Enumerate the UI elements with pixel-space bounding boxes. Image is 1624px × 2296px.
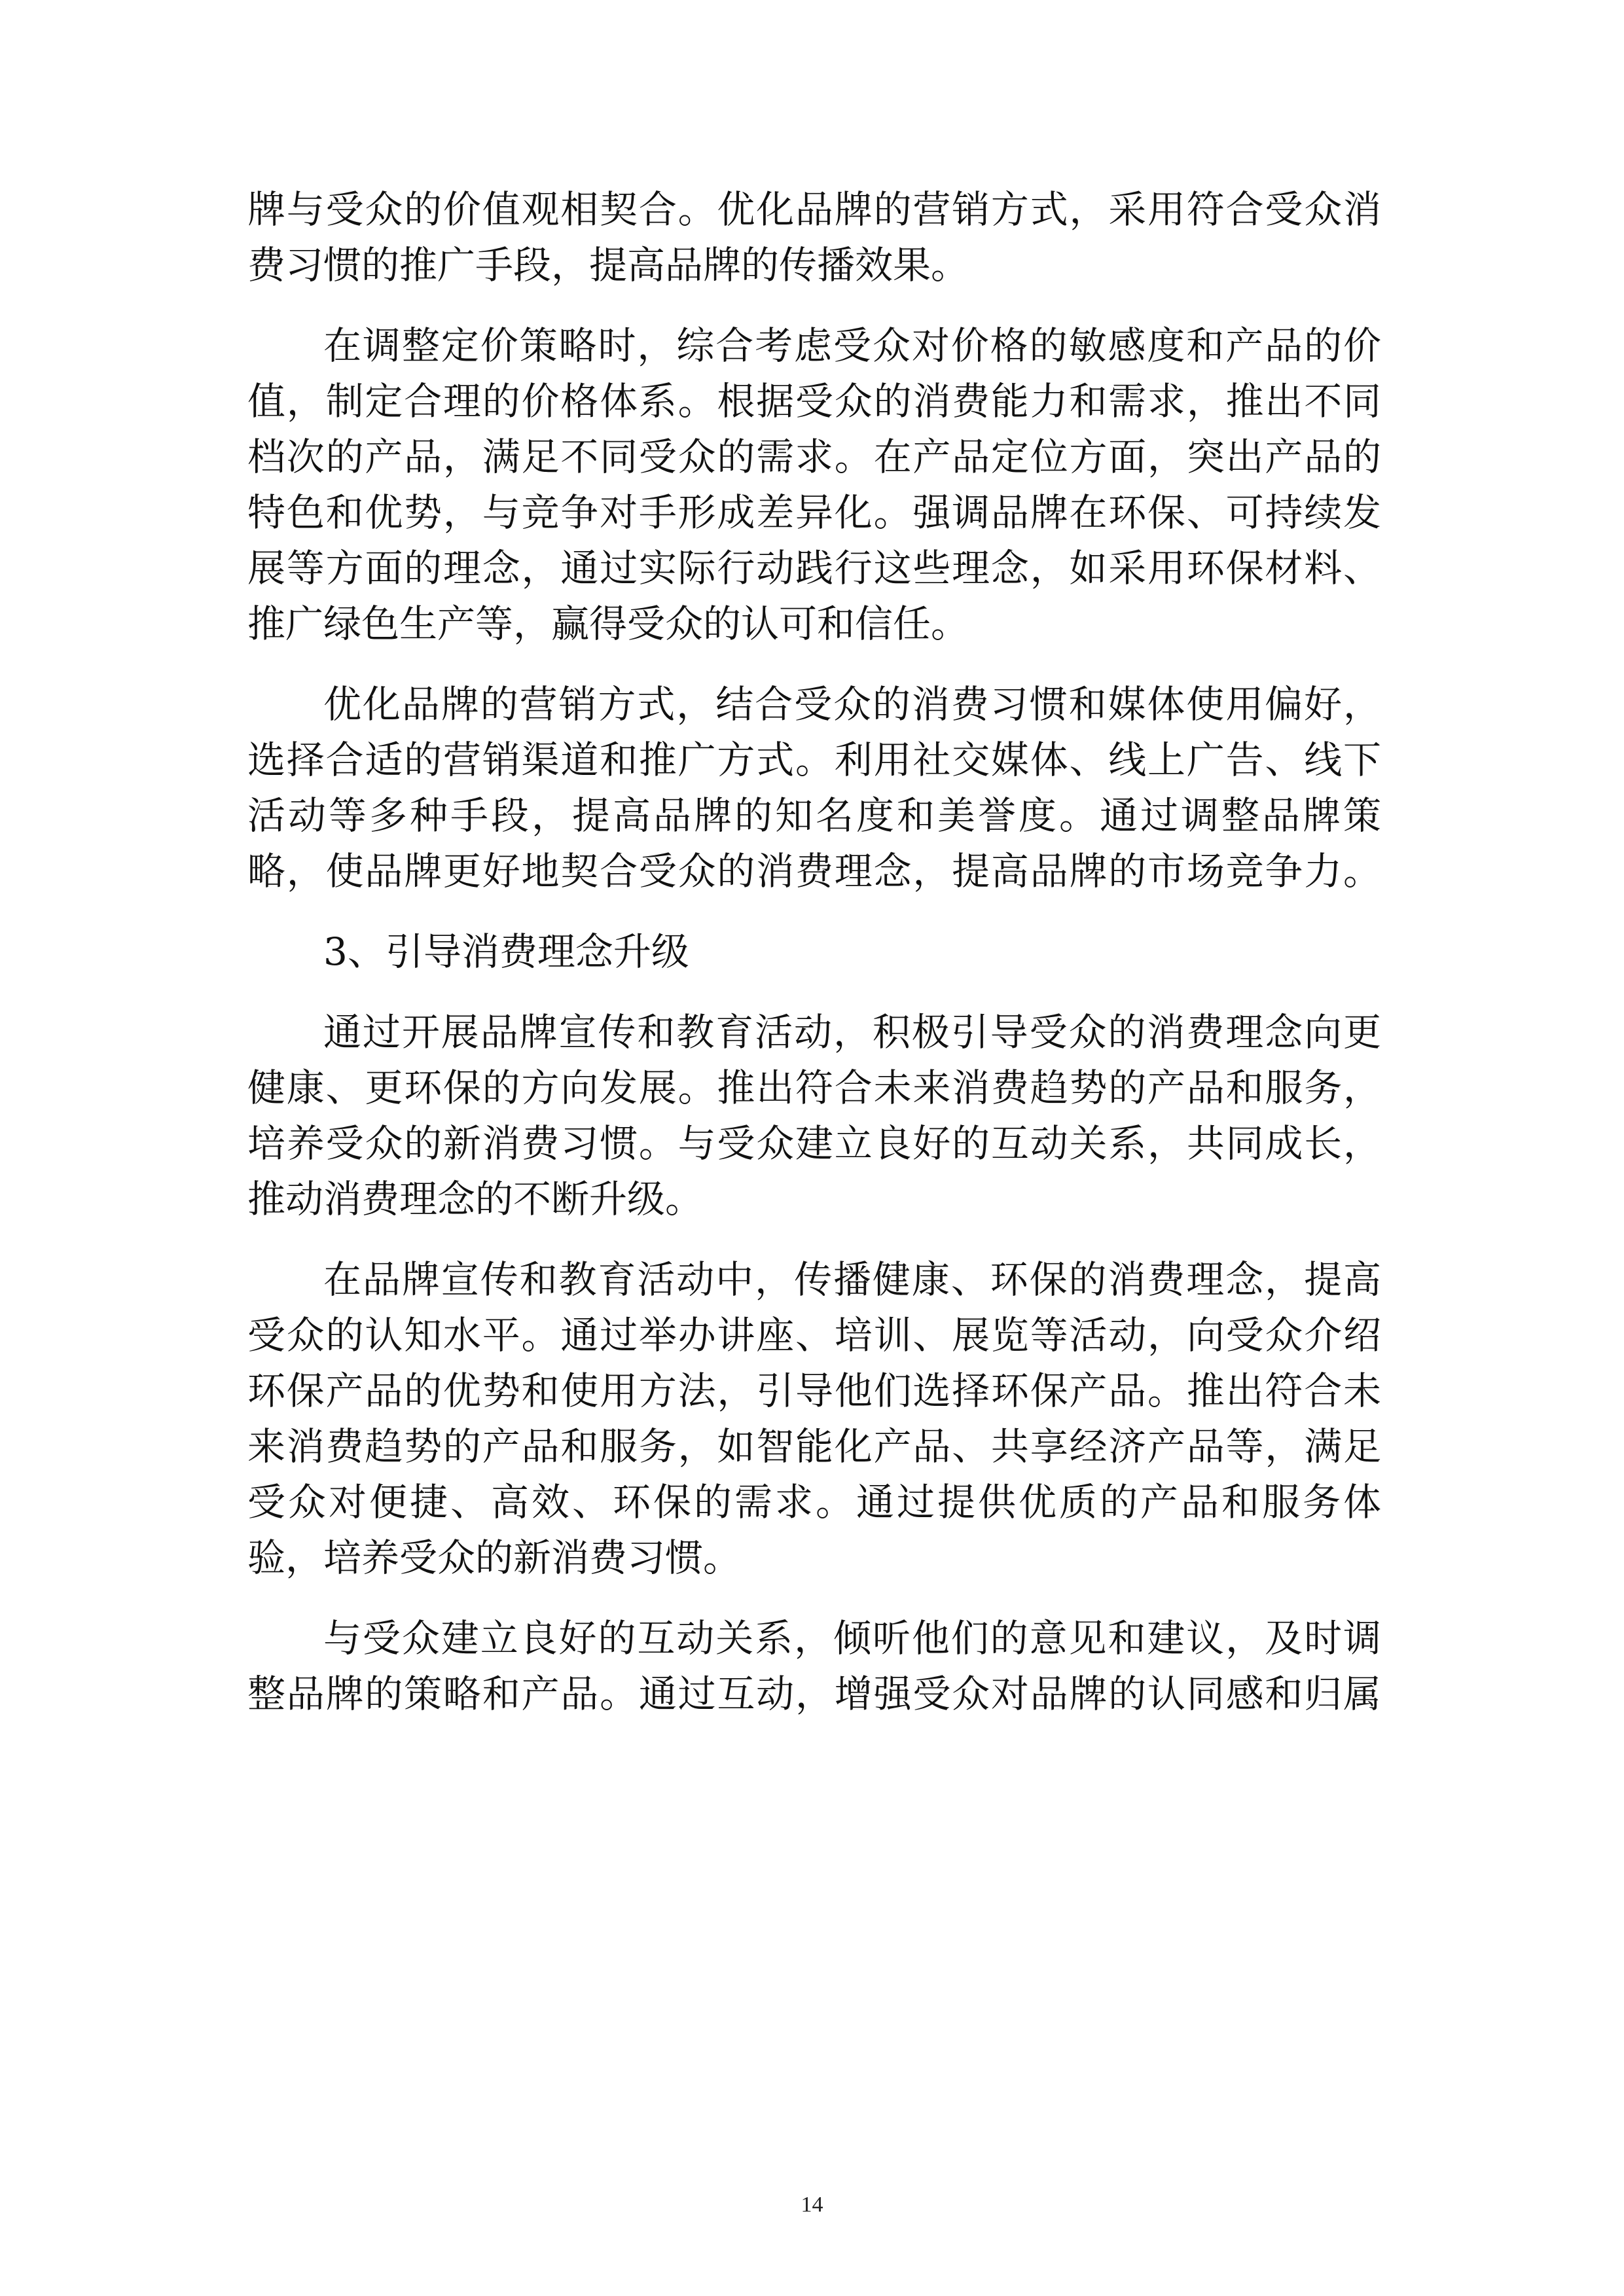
text-line: 受众的认知水平。通过举办讲座、培训、展览等活动，向受众介绍 — [247, 1313, 1381, 1357]
paragraph-first-line: 在品牌宣传和教育活动中，传播健康、环保的消费理念，提高 — [323, 1257, 1381, 1302]
text-line: 值，制定合理的价格体系。根据受众的消费能力和需求，推出不同 — [247, 379, 1381, 423]
text-line: 展等方面的理念，通过实际行动践行这些理念，如采用环保材料、 — [247, 546, 1381, 590]
text-line: 来消费趋势的产品和服务，如智能化产品、共享经济产品等，满足 — [247, 1424, 1381, 1469]
paragraph-first-line: 优化品牌的营销方式，结合受众的消费习惯和媒体使用偏好， — [323, 682, 1381, 726]
text-line: 培养受众的新消费习惯。与受众建立良好的互动关系，共同成长， — [247, 1121, 1381, 1166]
text-line: 推广绿色生产等，赢得受众的认可和信任。 — [247, 601, 969, 646]
page-number: 14 — [801, 2193, 823, 2217]
text-line: 推动消费理念的不断升级。 — [247, 1177, 704, 1221]
text-line: 受众对便捷、高效、环保的需求。通过提供优质的产品和服务体 — [247, 1480, 1381, 1524]
text-line: 选择合适的营销渠道和推广方式。利用社交媒体、线上广告、线下 — [247, 738, 1381, 782]
text-line: 档次的产品，满足不同受众的需求。在产品定位方面，突出产品的 — [247, 435, 1381, 479]
text-line: 略，使品牌更好地契合受众的消费理念，提高品牌的市场竞争力。 — [247, 849, 1381, 893]
section-heading: 3、引导消费理念升级 — [323, 929, 689, 974]
paragraph-first-line: 与受众建立良好的互动关系，倾听他们的意见和建议，及时调 — [323, 1616, 1381, 1660]
text-line: 健康、更环保的方向发展。推出符合未来消费趋势的产品和服务， — [247, 1066, 1381, 1110]
text-line: 环保产品的优势和使用方法，引导他们选择环保产品。推出符合未 — [247, 1369, 1381, 1413]
paragraph-first-line: 通过开展品牌宣传和教育活动，积极引导受众的消费理念向更 — [323, 1010, 1381, 1054]
text-line: 牌与受众的价值观相契合。优化品牌的营销方式，采用符合受众消 — [247, 187, 1381, 232]
text-line: 费习惯的推广手段，提高品牌的传播效果。 — [247, 243, 969, 287]
document-body — [247, 182, 1381, 1722]
text-line: 活动等多种手段，提高品牌的知名度和美誉度。通过调整品牌策 — [247, 793, 1381, 838]
text-line: 验，培养受众的新消费习惯。 — [247, 1535, 742, 1580]
text-line: 特色和优势，与竞争对手形成差异化。强调品牌在环保、可持续发 — [247, 490, 1381, 535]
paragraph-first-line: 在调整定价策略时，综合考虑受众对价格的敏感度和产品的价 — [323, 323, 1381, 368]
text-line: 整品牌的策略和产品。通过互动，增强受众对品牌的认同感和归属 — [247, 1672, 1381, 1716]
